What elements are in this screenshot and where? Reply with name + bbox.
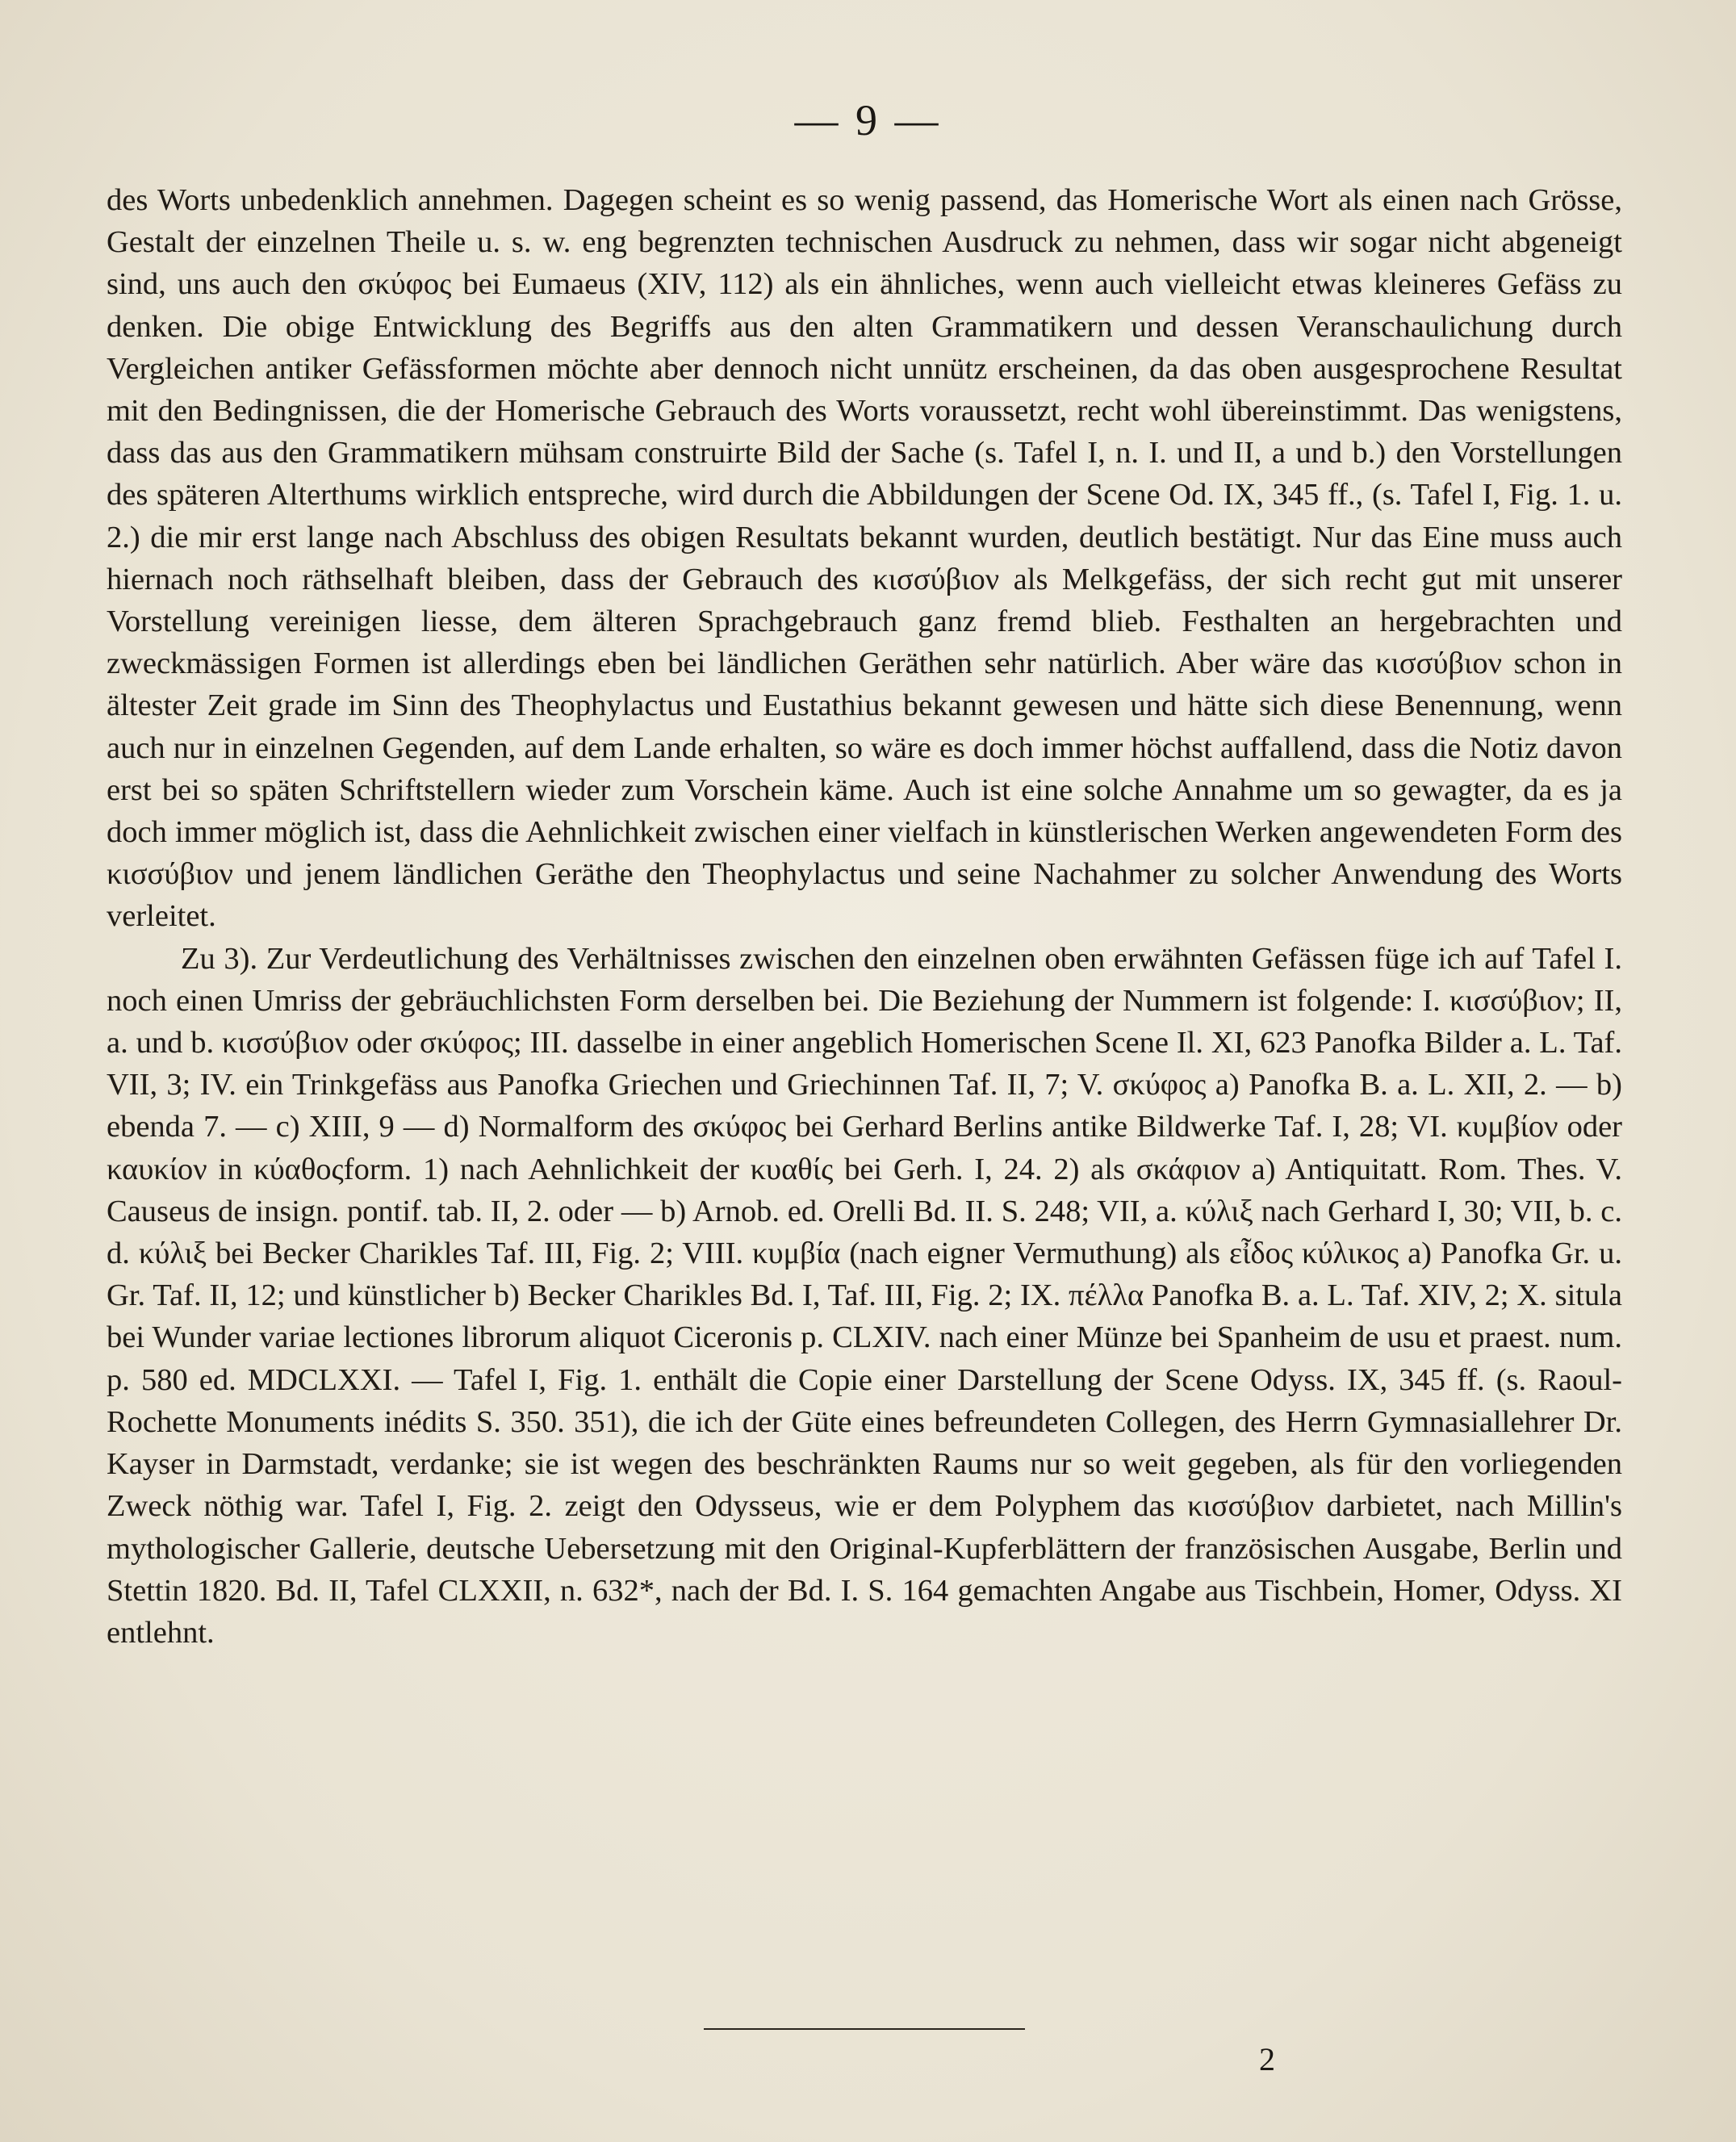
signature-mark: 2 — [1259, 2041, 1275, 2077]
body-text — [107, 179, 1622, 1654]
page-number: — 9 — — [794, 96, 942, 144]
paragraph-2: Zu 3). Zur Verdeutlichung des Verhältnisses zwischen den einzelnen oben erwähnten Gefässen füge ich auf Tafel I. noch einen Umriss der gebräuchlichsten Form derselben bei. Die Beziehung der Nummern ist folgende: I. κισσύβιον; II, a. und b. κισσύβιον oder σκύφος; III. dasselbe in einer angeblich Homerischen Scene Il. XI, 623 Panofka Bilder a. L. Taf. VII, 3; IV. ein Trinkgefäss aus Panofka Griechen und Griechinnen Taf. II, 7; V. σκύφος a) Panofka B. a. L. XII, 2. — b) ebenda 7. — c) XIII, 9 — d) Normalform des σκύφος bei Gerhard Berlins antike Bildwerke Taf. I, 28; VI. κυμβίον oder καυκίον in κύαθοςform. 1) nach Aehnlichkeit der κυαθίς bei Gerh. I, 24. 2) als σκάφιον a) Antiquitatt. Rom. Thes. V. Causeus de insign. pontif. tab. II, 2. oder — b) Arnob. ed. Orelli Bd. II. S. 248; VII, a. κύλιξ nach Gerhard I, 30; VII, b. c. d. κύλιξ bei Becker Charikles Taf. III, Fig. 2; VIII. κυμβία (nach eigner Vermuthung) als εἶδος κύλικος a) Panofka Gr. u. Gr. Taf. II, 12; und künstlicher b) Becker Charikles Bd. I, Taf. III, Fig. 2; IX. πέλλα Panofka B. a. L. Taf. XIV, 2; X. situla bei Wunder variae lectiones librorum aliquot Ciceronis p. CLXIV. nach einer Münze bei Spanheim de usu et praest. num. p. 580 ed. MDCLXXI. — Tafel I, Fig. 1. enthält die Copie einer Darstellung der Scene Odyss. IX, 345 ff. (s. Raoul-Rochette Monuments inédits S. 350. 351), die ich der Güte eines befreundeten Collegen, des Herrn Gymnasiallehrer Dr. Kayser in Darmstadt, verdanke; sie ist wegen des beschränkten Raums nur so weit gegeben, als für den vorliegenden Zweck nöthig war. Tafel I, Fig. 2. zeigt den Odysseus, wie er dem Polyphem das κισσύβιον darbietet, nach Millin's mythologischer Gallerie, deutsche Uebersetzung mit den Original-Kupferblättern der französischen Ausgabe, Berlin und Stettin 1820. Bd. II, Tafel CLXXII, n. 632*, nach der Bd. I. S. 164 gemachten Angabe aus Tischbein, Homer, Odyss. XI entlehnt. — [107, 941, 1622, 1650]
footnote-rule — [704, 2028, 1025, 2030]
paragraph-1: des Worts unbedenklich annehmen. Dagegen scheint es so wenig passend, das Homerische Wort als einen nach Grösse, Gestalt der einzelnen Theile u. s. w. eng begrenzten technischen Ausdruck zu nehmen, dass wir sogar nicht abgeneigt sind, uns auch den σκύφος bei Eumaeus (XIV, 112) als ein ähnliches, wenn auch vielleicht etwas kleineres Gefäss zu denken. Die obige Entwicklung des Begriffs aus den alten Grammatikern und dessen Veranschaulichung durch Vergleichen antiker Gefässformen möchte aber dennoch nicht unnütz erscheinen, da das oben ausgesprochene Resultat mit den Bedingnissen, die der Homerische Gebrauch des Worts voraussetzt, recht wohl übereinstimmt. Das wenigstens, dass das aus den Grammatikern mühsam construirte Bild der Sache (s. Tafel I, n. I. und II, a und b.) den Vorstellungen des späteren Alterthums wirklich entspreche, wird durch die Abbildungen der Scene Od. IX, 345 ff., (s. Tafel I, Fig. 1. u. 2.) die mir erst lange nach Abschluss des obigen Resultats bekannt wurden, deutlich bestätigt. Nur das Eine muss auch hiernach noch räthselhaft bleiben, dass der Gebrauch des κισσύβιον als Melkgefäss, der sich recht gut mit unserer Vorstellung vereinigen liesse, dem älteren Sprachgebrauch ganz fremd blieb. Festhalten an hergebrachten und zweckmässigen Formen ist allerdings eben bei ländlichen Geräthen sehr natürlich. Aber wäre das κισσύβιον schon in ältester Zeit grade im Sinn des Theophylactus und Eustathius bekannt gewesen und hätte sich diese Benennung, wenn auch nur in einzelnen Gegenden, auf dem Lande erhalten, so wäre es doch immer höchst auffallend, dass die Notiz davon erst bei so späten Schriftstellern wieder zum Vorschein käme. Auch ist eine solche Annahme um so gewagter, da es ja doch immer möglich ist, dass die Aehnlichkeit zwischen einer vielfach in künstlerischen Werken angewendeten Form des κισσύβιον und jenem ländlichen Geräthe den Theophylactus und seine Nachahmer zu solcher Anwendung des Worts verleitet. — [107, 183, 1622, 934]
